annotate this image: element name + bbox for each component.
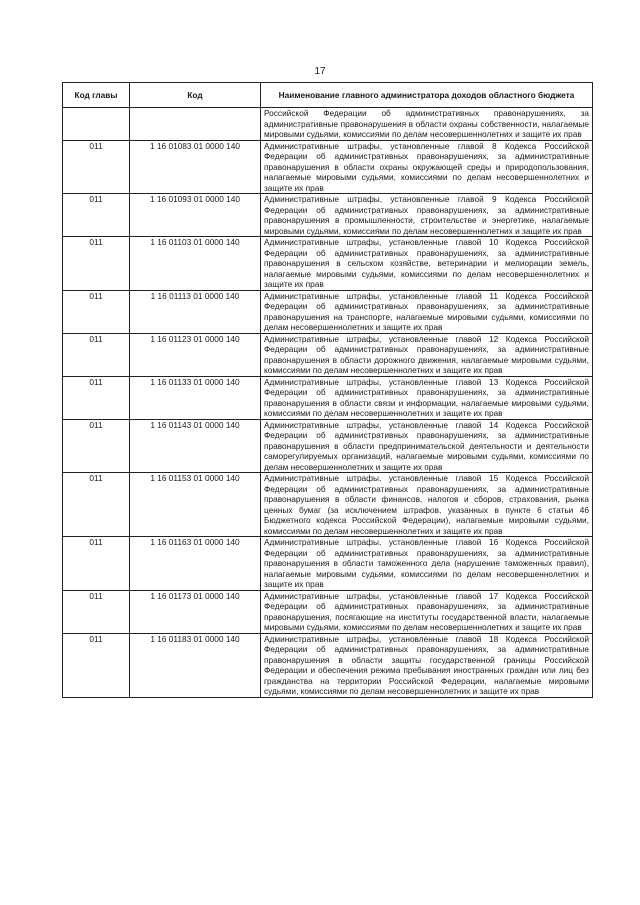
header-chapter-code: Код главы: [63, 83, 130, 108]
admin-name-cell: Административные штрафы, установленные главой 14 Кодекса Российской Федерации об административных правонарушениях, за административные правонарушения в области предпринимательской деятельности и деятельности саморегулируемых организаций, налагаемые мировыми судьями, комиссиями по делам несовершеннолетних и защите их прав: [261, 419, 593, 473]
table-row: [63, 140, 593, 194]
budget-code-cell: 1 16 01143 01 0000 140: [130, 419, 261, 473]
admin-name-cell: Административные штрафы, установленные главой 12 Кодекса Российской Федерации об административных правонарушениях, за административные правонарушения в области дорожного движения, налагаемые мировыми судьями, комиссиями по делам несовершеннолетних и защите их прав: [261, 333, 593, 376]
table-row: [63, 419, 593, 473]
budget-code-cell: 1 16 01163 01 0000 140: [130, 537, 261, 591]
table-row: [63, 194, 593, 237]
table-row: [63, 108, 593, 141]
admin-name-cell: Административные штрафы, установленные главой 8 Кодекса Российской Федерации об административных правонарушениях, за административные правонарушения в области охраны окружающей среды и природопользования, налагаемые мировыми судьями, комиссиями по делам несовершеннолетних и защите их прав: [261, 140, 593, 194]
table-header-row: [63, 83, 593, 108]
chapter-code-cell: 011: [63, 194, 130, 237]
admin-name-cell: Административные штрафы, установленные главой 10 Кодекса Российской Федерации об административных правонарушениях, за административные правонарушения в сельском хозяйстве, ветеринарии и мелиорации земель, налагаемые мировыми судьями, комиссиями по делам несовершеннолетних и защите их прав: [261, 237, 593, 291]
chapter-code-cell: 011: [63, 290, 130, 333]
chapter-code-cell: 011: [63, 376, 130, 419]
header-code: Код: [130, 83, 261, 108]
admin-name-cell: Российской Федерации об административных правонарушениях, за административные правонарушения в области охраны собственности, налагаемые мировыми судьями, комиссиями по делам несовершеннолетних и защите их прав: [261, 108, 593, 141]
budget-code-cell: 1 16 01093 01 0000 140: [130, 194, 261, 237]
admin-name-cell: Административные штрафы, установленные главой 9 Кодекса Российской Федерации об административных правонарушениях, за административные правонарушения в промышленности, строительстве и энергетике, налагаемые мировыми судьями, комиссиями по делам несовершеннолетних и защите их прав: [261, 194, 593, 237]
budget-code-cell: 1 16 01123 01 0000 140: [130, 333, 261, 376]
table-row: [63, 333, 593, 376]
admin-name-cell: Административные штрафы, установленные главой 15 Кодекса Российской Федерации об административных правонарушениях, за административные правонарушения в области финансов, налогов и сборов, страхования, рынка ценных бумаг (за исключением штрафов, указанных в пункте 6 статьи 46 Бюджетного кодекса Российской Федерации), налагаемые мировыми судьями, комиссиями по делам несовершеннолетних и защите их прав: [261, 473, 593, 537]
page-number: 17: [314, 66, 326, 77]
chapter-code-cell: 011: [63, 590, 130, 633]
chapter-code-cell: 011: [63, 537, 130, 591]
budget-code-cell: 1 16 01083 01 0000 140: [130, 140, 261, 194]
table-row: [63, 473, 593, 537]
admin-name-cell: Административные штрафы, установленные главой 17 Кодекса Российской Федерации об административных правонарушениях, за административные правонарушения, посягающие на институты государственной власти, налагаемые мировыми судьями, комиссиями по делам несовершеннолетних и защите их прав: [261, 590, 593, 633]
header-admin-name: Наименование главного администратора доходов областного бюджета: [261, 83, 593, 108]
table-row: [63, 633, 593, 697]
chapter-code-cell: 011: [63, 333, 130, 376]
budget-code-cell: [130, 108, 261, 141]
table-row: [63, 376, 593, 419]
budget-code-cell: 1 16 01103 01 0000 140: [130, 237, 261, 291]
table-row: [63, 237, 593, 291]
budget-code-cell: 1 16 01173 01 0000 140: [130, 590, 261, 633]
revenue-administrators-table: [62, 82, 593, 698]
admin-name-cell: Административные штрафы, установленные главой 13 Кодекса Российской Федерации об административных правонарушениях, за административные правонарушения в области связи и информации, налагаемые мировыми судьями, комиссиями по делам несовершеннолетних и защите их прав: [261, 376, 593, 419]
chapter-code-cell: 011: [63, 473, 130, 537]
admin-name-cell: Административные штрафы, установленные главой 16 Кодекса Российской Федерации об административных правонарушениях, за административные правонарушения в области таможенного дела (нарушение таможенных правил), налагаемые мировыми судьями, комиссиями по делам несовершеннолетних и защите их прав: [261, 537, 593, 591]
chapter-code-cell: 011: [63, 140, 130, 194]
chapter-code-cell: 011: [63, 419, 130, 473]
table-row: [63, 590, 593, 633]
table-row: [63, 290, 593, 333]
budget-code-cell: 1 16 01153 01 0000 140: [130, 473, 261, 537]
admin-name-cell: Административные штрафы, установленные главой 18 Кодекса Российской Федерации об административных правонарушениях, за административные правонарушения в области защиты государственной границы Российской Федерации и обеспечения режима пребывания иностранных граждан или лиц без гражданства на территории Российской Федерации, налагаемые мировыми судьями, комиссиями по делам несовершеннолетних и защите их прав: [261, 633, 593, 697]
table-body: [63, 108, 593, 698]
budget-code-cell: 1 16 01183 01 0000 140: [130, 633, 261, 697]
chapter-code-cell: [63, 108, 130, 141]
table-row: [63, 537, 593, 591]
admin-name-cell: Административные штрафы, установленные главой 11 Кодекса Российской Федерации об административных правонарушениях, за административные правонарушения на транспорте, налагаемые мировыми судьями, комиссиями по делам несовершеннолетних и защите их прав: [261, 290, 593, 333]
budget-code-cell: 1 16 01133 01 0000 140: [130, 376, 261, 419]
budget-code-cell: 1 16 01113 01 0000 140: [130, 290, 261, 333]
chapter-code-cell: 011: [63, 237, 130, 291]
chapter-code-cell: 011: [63, 633, 130, 697]
